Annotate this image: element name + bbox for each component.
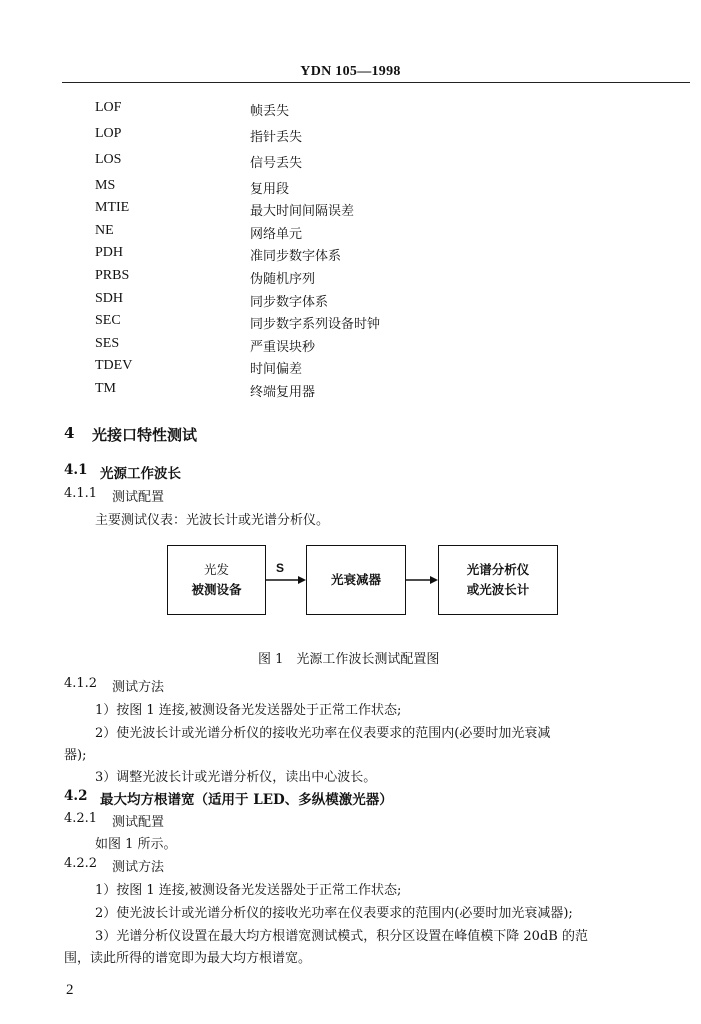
box-label: 被测设备 (191, 582, 242, 597)
abbr-meaning: 指针丢失 (250, 130, 303, 145)
abbr-term: MTIE (95, 200, 130, 215)
abbr-meaning: 最大时间间隔误差 (250, 204, 355, 219)
step-text: 1）按图 1 连接,被测设备光发送器处于正常工作状态; (95, 703, 402, 718)
section-title: 光接口特性测试 (92, 426, 198, 444)
step-text: 3）光谱分析仪设置在最大均方根谱宽测试模式，积分区设置在峰值模下降 20dB 的范 (95, 929, 588, 944)
box-label: 光衰减器 (330, 572, 381, 587)
device-under-test-box (167, 545, 266, 615)
step-text: 围，读此所得的谱宽即为最大均方根谱宽。 (64, 951, 312, 966)
box-label: 光发 (203, 562, 229, 577)
abbr-meaning: 准同步数字体系 (250, 249, 342, 264)
step-text: 2）使光波长计或光谱分析仪的接收光功率在仪表要求的范围内(必要时加光衰减器); (95, 906, 573, 921)
abbr-meaning: 时间偏差 (250, 362, 303, 377)
clause-title: 测试配置 (112, 815, 165, 830)
box-label: 或光波长计 (466, 582, 530, 597)
abbr-meaning: 帧丢失 (250, 104, 290, 119)
abbr-term: TDEV (95, 358, 133, 373)
abbr-term: SDH (95, 291, 124, 306)
abbr-meaning: 网络单元 (250, 227, 303, 242)
reference-point-label: S (276, 561, 285, 575)
step-text: 器); (64, 748, 87, 763)
box-label: 光谱分析仪 (466, 562, 530, 577)
step-text: 1）按图 1 连接,被测设备光发送器处于正常工作状态; (95, 883, 402, 898)
clause-title: 测试方法 (112, 860, 165, 875)
arrow-head-icon (430, 576, 438, 584)
abbr-term: MS (95, 178, 116, 193)
abbr-term: PDH (95, 245, 124, 260)
figure-caption: 图 1 光源工作波长测试配置图 (258, 652, 440, 667)
abbr-meaning: 终端复用器 (250, 385, 316, 400)
arrow-head-icon (298, 576, 306, 584)
abbr-term: LOS (95, 152, 122, 167)
step-text: 2）使光波长计或光谱分析仪的接收光功率在仪表要求的范围内(必要时加光衰减 (95, 726, 551, 741)
abbr-term: SEC (95, 313, 121, 328)
abbr-term: PRBS (95, 268, 130, 283)
subsection-number: 4.2 (64, 788, 88, 804)
analyzer-box (438, 545, 558, 615)
subsection-title: 最大均方根谱宽（适用于 LED、多纵模激光器） (100, 792, 393, 808)
abbr-meaning: 严重误块秒 (250, 340, 316, 355)
subsection-number: 4.1 (64, 462, 88, 478)
abbr-term: LOF (95, 100, 122, 115)
clause-title: 测试配置 (112, 490, 165, 505)
step-text: 3）调整光波长计或光谱分析仪，读出中心波长。 (95, 770, 377, 785)
subsection-title: 光源工作波长 (100, 466, 181, 482)
clause-title: 测试方法 (112, 680, 165, 695)
body-text: 主要测试仪表：光波长计或光谱分析仪。 (95, 513, 330, 528)
clause-number: 4.2.1 (64, 811, 98, 826)
abbr-meaning: 伪随机序列 (250, 272, 316, 287)
abbr-term: LOP (95, 126, 122, 141)
clause-number: 4.1.1 (64, 486, 98, 501)
abbr-meaning: 复用段 (250, 182, 290, 197)
running-header: YDN 105—1998 (300, 64, 401, 79)
abbr-meaning: 信号丢失 (250, 156, 303, 171)
abbr-meaning: 同步数字系列设备时钟 (250, 317, 381, 332)
abbr-meaning: 同步数字体系 (250, 295, 329, 310)
clause-number: 4.1.2 (64, 676, 98, 691)
clause-number: 4.2.2 (64, 856, 98, 871)
abbr-term: SES (95, 336, 120, 351)
body-text: 如图 1 所示。 (95, 837, 177, 852)
page-number: 2 (66, 982, 74, 998)
attenuator-box (306, 545, 406, 615)
abbr-term: TM (95, 381, 116, 396)
section-number: 4 (64, 424, 75, 442)
abbr-term: NE (95, 223, 114, 238)
